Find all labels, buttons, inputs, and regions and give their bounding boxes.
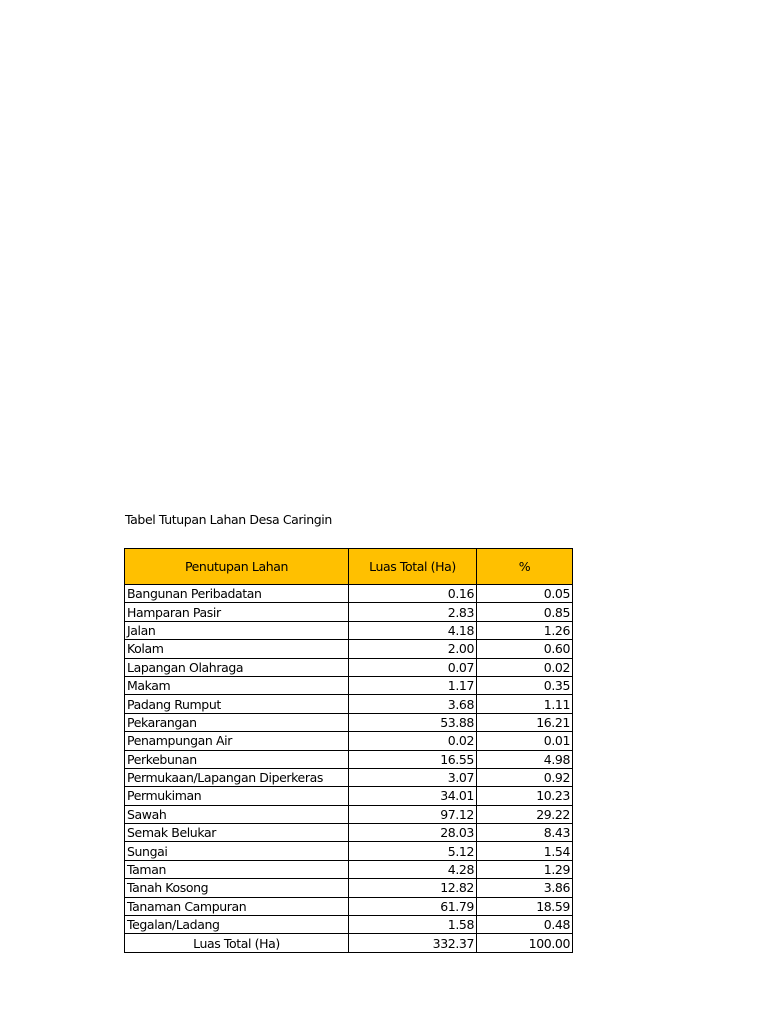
row-area-cell: 3.07 bbox=[349, 768, 477, 786]
row-name-cell: Permukiman bbox=[125, 787, 349, 805]
table-row bbox=[125, 585, 573, 603]
row-area-cell: 53.88 bbox=[349, 713, 477, 731]
row-percent-cell: 0.01 bbox=[477, 732, 573, 750]
row-area-cell: 2.83 bbox=[349, 603, 477, 621]
row-percent-cell: 1.26 bbox=[477, 621, 573, 639]
header-area: Luas Total (Ha) bbox=[349, 549, 477, 585]
table-row bbox=[125, 676, 573, 694]
table-row bbox=[125, 621, 573, 639]
row-area-cell: 3.68 bbox=[349, 695, 477, 713]
land-cover-table bbox=[124, 548, 573, 953]
row-name-cell: Perkebunan bbox=[125, 750, 349, 768]
row-area-cell: 1.58 bbox=[349, 916, 477, 934]
row-percent-cell: 0.35 bbox=[477, 676, 573, 694]
header-row bbox=[125, 549, 573, 585]
row-name-cell: Hamparan Pasir bbox=[125, 603, 349, 621]
total-percent-cell: 100.00 bbox=[477, 934, 573, 952]
row-percent-cell: 0.85 bbox=[477, 603, 573, 621]
row-name-cell: Sawah bbox=[125, 805, 349, 823]
row-percent-cell: 1.11 bbox=[477, 695, 573, 713]
row-area-cell: 4.18 bbox=[349, 621, 477, 639]
row-name-cell: Tanah Kosong bbox=[125, 879, 349, 897]
table-row bbox=[125, 824, 573, 842]
table-row bbox=[125, 658, 573, 676]
row-name-cell: Kolam bbox=[125, 640, 349, 658]
row-name-cell: Lapangan Olahraga bbox=[125, 658, 349, 676]
row-percent-cell: 0.92 bbox=[477, 768, 573, 786]
row-area-cell: 0.02 bbox=[349, 732, 477, 750]
row-name-cell: Penampungan Air bbox=[125, 732, 349, 750]
row-percent-cell: 18.59 bbox=[477, 897, 573, 915]
row-percent-cell: 0.05 bbox=[477, 585, 573, 603]
row-name-cell: Tegalan/Ladang bbox=[125, 916, 349, 934]
table-row bbox=[125, 695, 573, 713]
header-percent: % bbox=[477, 549, 573, 585]
row-percent-cell: 1.29 bbox=[477, 860, 573, 878]
row-area-cell: 4.28 bbox=[349, 860, 477, 878]
row-area-cell: 97.12 bbox=[349, 805, 477, 823]
table-row bbox=[125, 805, 573, 823]
row-name-cell: Semak Belukar bbox=[125, 824, 349, 842]
row-area-cell: 61.79 bbox=[349, 897, 477, 915]
row-percent-cell: 4.98 bbox=[477, 750, 573, 768]
table-row bbox=[125, 897, 573, 915]
table-title: Tabel Tutupan Lahan Desa Caringin bbox=[125, 512, 332, 527]
table-row bbox=[125, 916, 573, 934]
row-percent-cell: 1.54 bbox=[477, 842, 573, 860]
row-area-cell: 1.17 bbox=[349, 676, 477, 694]
table-row bbox=[125, 603, 573, 621]
table-row bbox=[125, 732, 573, 750]
row-area-cell: 12.82 bbox=[349, 879, 477, 897]
row-name-cell: Permukaan/Lapangan Diperkeras bbox=[125, 768, 349, 786]
total-label-cell: Luas Total (Ha) bbox=[125, 934, 349, 952]
table-row bbox=[125, 842, 573, 860]
row-percent-cell: 0.60 bbox=[477, 640, 573, 658]
row-area-cell: 0.16 bbox=[349, 585, 477, 603]
row-name-cell: Makam bbox=[125, 676, 349, 694]
row-percent-cell: 0.48 bbox=[477, 916, 573, 934]
header-land-cover: Penutupan Lahan bbox=[125, 549, 349, 585]
table-row bbox=[125, 713, 573, 731]
row-area-cell: 34.01 bbox=[349, 787, 477, 805]
row-name-cell: Jalan bbox=[125, 621, 349, 639]
row-name-cell: Pekarangan bbox=[125, 713, 349, 731]
row-area-cell: 5.12 bbox=[349, 842, 477, 860]
table-row bbox=[125, 860, 573, 878]
table-row bbox=[125, 640, 573, 658]
row-name-cell: Tanaman Campuran bbox=[125, 897, 349, 915]
row-percent-cell: 10.23 bbox=[477, 787, 573, 805]
row-area-cell: 0.07 bbox=[349, 658, 477, 676]
total-row bbox=[125, 934, 573, 952]
row-name-cell: Sungai bbox=[125, 842, 349, 860]
row-name-cell: Padang Rumput bbox=[125, 695, 349, 713]
total-area-cell: 332.37 bbox=[349, 934, 477, 952]
row-area-cell: 16.55 bbox=[349, 750, 477, 768]
table-row bbox=[125, 768, 573, 786]
row-name-cell: Taman bbox=[125, 860, 349, 878]
table-row bbox=[125, 787, 573, 805]
table-row bbox=[125, 879, 573, 897]
row-percent-cell: 29.22 bbox=[477, 805, 573, 823]
row-percent-cell: 8.43 bbox=[477, 824, 573, 842]
row-percent-cell: 3.86 bbox=[477, 879, 573, 897]
table-row bbox=[125, 750, 573, 768]
row-percent-cell: 0.02 bbox=[477, 658, 573, 676]
row-name-cell: Bangunan Peribadatan bbox=[125, 585, 349, 603]
row-percent-cell: 16.21 bbox=[477, 713, 573, 731]
row-area-cell: 28.03 bbox=[349, 824, 477, 842]
row-area-cell: 2.00 bbox=[349, 640, 477, 658]
